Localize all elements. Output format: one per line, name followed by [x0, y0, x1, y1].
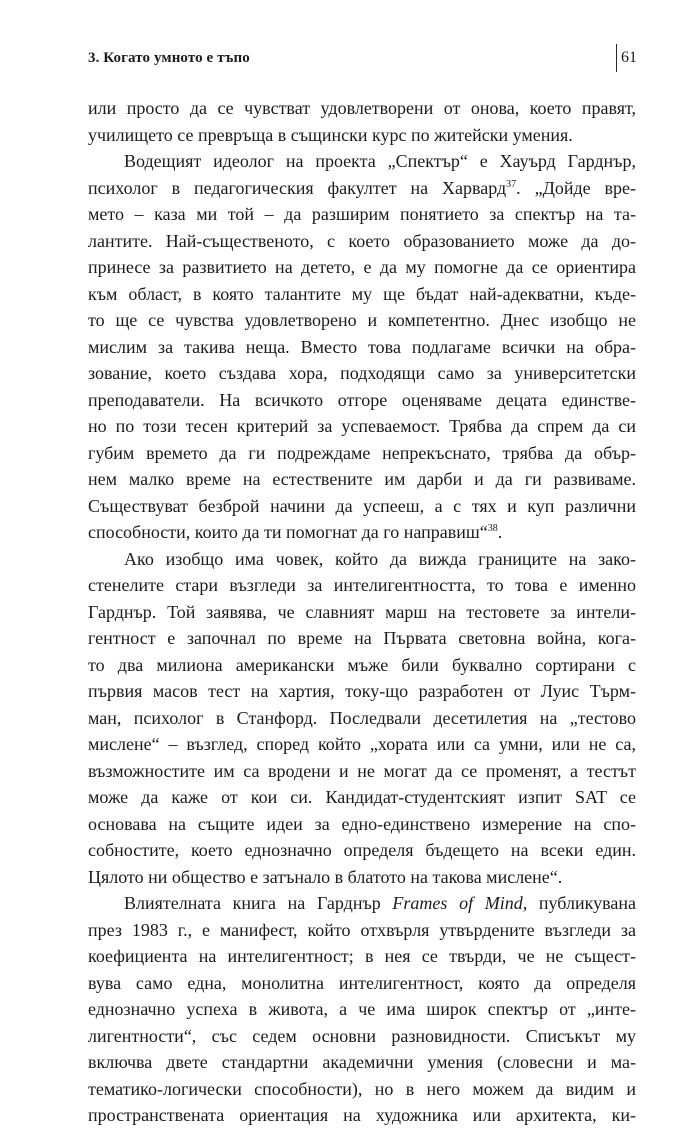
paragraph-2: [88, 148, 636, 546]
text-line: губим времето да ги подреждаме непрекъснато, трябва да обър-: [88, 442, 636, 463]
chapter-title: 3. Когато умното е тъпо: [88, 50, 250, 66]
text-line: Гарднър. Той заявява, че славният марш на тестовете за интели-: [88, 601, 636, 622]
text-line: [88, 175, 636, 202]
text-line: ман, психолог в Станфорд. Последвали десетилетия на „тестово: [88, 707, 636, 728]
text-line: през 1983 г., е манифест, който отхвърля утвърдените възгледи за: [88, 919, 636, 940]
running-head: [88, 44, 636, 72]
text-line: еднозначно успеха в живота, а че има широк спектър от „инте-: [88, 999, 636, 1019]
body-text: [88, 95, 636, 1129]
text-line: възможностите им са вродени и не могат да се променят, а тестът: [88, 760, 636, 781]
book-title: Frames of Mind: [392, 893, 523, 913]
text-line: зование, което създава хора, подходящи само за университетски: [88, 363, 636, 383]
text-line: училището се превръща в същински курс по житейски умения.: [88, 124, 573, 145]
text-line: тематико-логически способности), но в него можем да видим и: [88, 1078, 636, 1099]
text-line: Цялото ни общество е затънало в блатото на такова мислене“.: [88, 866, 563, 887]
page-number: 61: [621, 49, 637, 66]
text-line: първия масов тест на хартия, току-що разработен от Луис Търм-: [88, 681, 636, 701]
text-line: може да каже от кои си. Кандидат-студентският изпит SAT се: [88, 787, 636, 807]
text-line: към област, в която талантите му ще бъдат най-адекватни, къде-: [88, 283, 636, 304]
text-line: мето – каза ми той – да разширим понятието за спектър на та-: [88, 204, 636, 224]
text-line: принесе за развитието на детето, е да му помогне да се ориентира: [88, 257, 636, 277]
footnote-ref-37[interactable]: 37: [506, 178, 517, 190]
footnote-ref-38[interactable]: 38: [487, 523, 498, 534]
text-line: то два милиона американски мъже били буквално сортирани с: [88, 654, 636, 675]
text-line: то ще се чувства удовлетворено и компетентно. Днес изобщо не: [88, 310, 636, 330]
text-line: но по този тесен критерий за успеваемост. Трябва да спрем да си: [88, 416, 636, 436]
text-line: вува само една, монолитна интелигентност, която да определя: [88, 972, 636, 993]
text-line: лантите. Най-същественото, с което образованието може да до-: [88, 230, 636, 251]
text-line: коефициента на интелигентност; в нея се твърди, че не същест-: [88, 946, 636, 966]
text-line: Ако изобщо има човек, който да вижда границите на зако-: [124, 548, 636, 569]
text-line: Водещият идеолог на проекта „Спектър“ е Хауърд Гарднър,: [124, 151, 636, 171]
text-line: [88, 890, 636, 917]
text-line: собностите, което еднозначно определя бъдещето на всеки един.: [88, 840, 636, 860]
text-line: включва двете стандартни академични умения (словесни и ма-: [88, 1052, 636, 1072]
text-line: Съществуват безброй начини да успееш, а с тях и куп различни: [88, 495, 636, 516]
text-segment: . „Дойде вре-: [516, 177, 636, 198]
text-segment: психолог в педагогическия факултет на Харвард: [88, 177, 507, 198]
paragraph-1: [88, 95, 636, 148]
header-divider: [616, 44, 617, 72]
text-line: [88, 519, 636, 546]
text-segment: .: [497, 522, 503, 542]
text-segment: , публикувана: [522, 893, 636, 913]
text-line: преподаватели. На всичкото отгоре оценяваме децата единстве-: [88, 389, 636, 410]
text-line: основава на същите идеи за едно-единствено измерение на спо-: [88, 813, 636, 834]
text-line: или просто да се чувстват удовлетворени от онова, което правят,: [88, 98, 636, 118]
text-line: пространствената ориентация на художника или архитекта, ки-: [88, 1105, 636, 1125]
text-segment: Влиятелната книга на Гарднър: [124, 893, 393, 913]
text-segment: способности, които да ти помогнат да го направиш“: [88, 522, 488, 542]
text-line: нем малко време на естествените им дарби и да ги развиваме.: [88, 469, 636, 489]
text-line: стенелите стари възгледи за интелигентността, то това е именно: [88, 575, 636, 595]
text-line: мислене“ – възглед, според който „хората или са умни, или не са,: [88, 734, 636, 754]
text-line: лигентности“, със седем основни разновидности. Списъкът му: [88, 1025, 636, 1046]
text-line: гентност е започнал по време на Първата световна война, кога-: [88, 628, 636, 648]
text-line: мислим за такива неща. Вместо това подлагаме всички на обра-: [88, 336, 636, 357]
paragraph-4: [88, 890, 636, 1129]
paragraph-3: [88, 546, 636, 891]
